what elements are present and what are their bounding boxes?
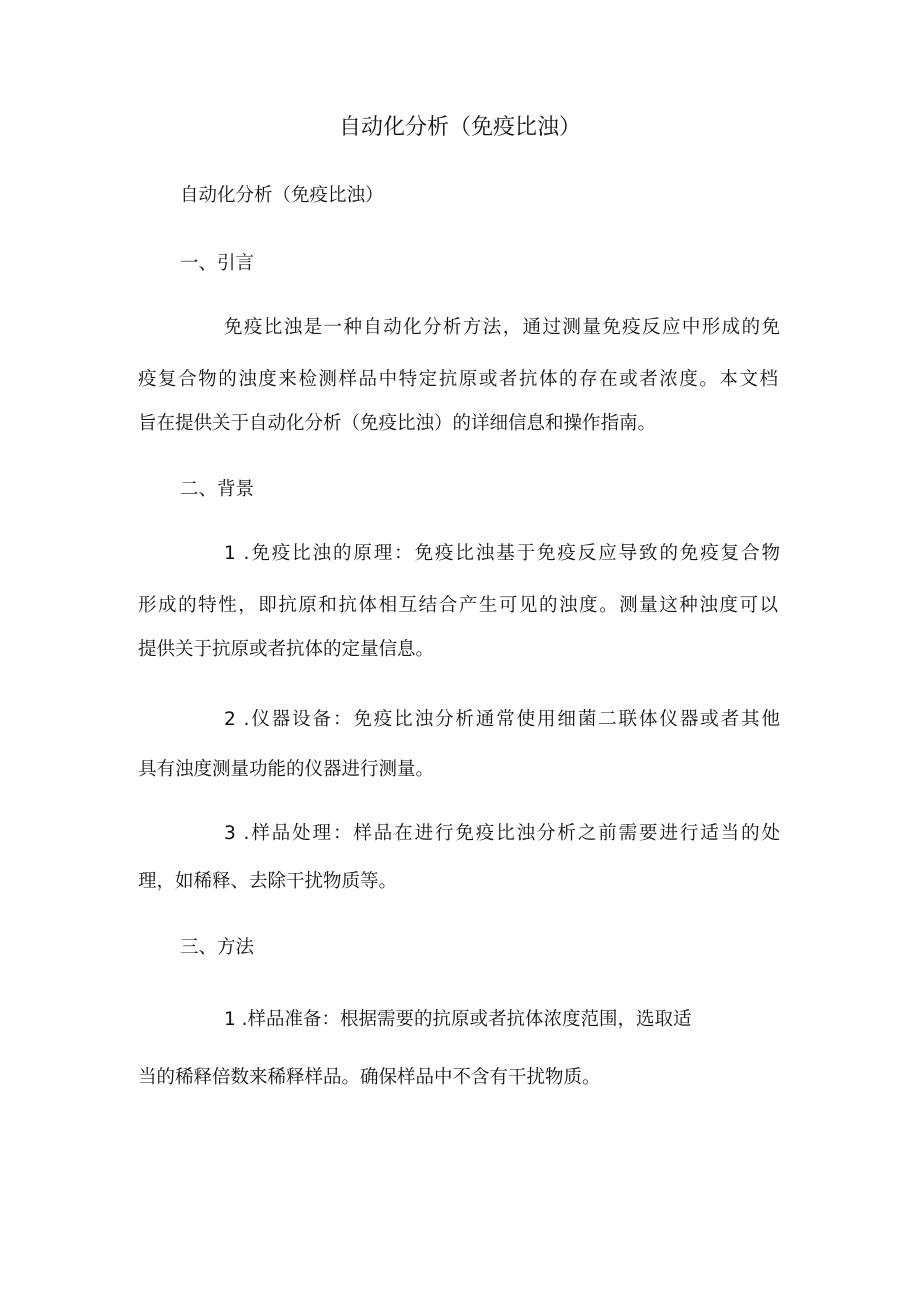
section-heading-method: 三、方法 bbox=[180, 937, 255, 958]
method-item-1-line-1: 1 .样品准备：根据需要的抗原或者抗体浓度范围，选取适 bbox=[224, 1009, 692, 1030]
intro-line-3: 旨在提供关于自动化分析（免疫比浊）的详细信息和操作指南。 bbox=[138, 413, 657, 434]
document-subtitle: 自动化分析（免疫比浊） bbox=[180, 185, 384, 206]
section-heading-intro: 一、引言 bbox=[180, 253, 255, 274]
intro-line-1: 免疫比浊是一种自动化分析方法，通过测量免疫反应中形成的免 bbox=[224, 317, 780, 338]
section-heading-background: 二、背景 bbox=[180, 479, 255, 500]
document-title: 自动化分析（免疫比浊） bbox=[338, 115, 581, 140]
background-item-1-line-3: 提供关于抗原或者抗体的定量信息。 bbox=[138, 639, 435, 660]
background-item-3-line-2: 理，如稀释、去除干扰物质等。 bbox=[138, 871, 398, 892]
background-item-2-line-1: 2 .仪器设备：免疫比浊分析通常使用细菌二联体仪器或者其他 bbox=[224, 709, 780, 730]
background-item-3-line-1: 3 .样品处理：样品在进行免疫比浊分析之前需要进行适当的处 bbox=[224, 823, 780, 844]
intro-line-2: 疫复合物的浊度来检测样品中特定抗原或者抗体的存在或者浓度。本文档 bbox=[138, 369, 778, 390]
background-item-1-line-1: 1 .免疫比浊的原理：免疫比浊基于免疫反应导致的免疫复合物 bbox=[224, 543, 780, 564]
background-item-1-line-2: 形成的特性，即抗原和抗体相互结合产生可见的浊度。测量这种浊度可以 bbox=[138, 595, 778, 616]
method-item-1-line-2: 当的稀释倍数来稀释样品。确保样品中不含有干扰物质。 bbox=[138, 1067, 601, 1088]
background-item-2-line-2: 具有浊度测量功能的仪器进行测量。 bbox=[138, 759, 435, 780]
